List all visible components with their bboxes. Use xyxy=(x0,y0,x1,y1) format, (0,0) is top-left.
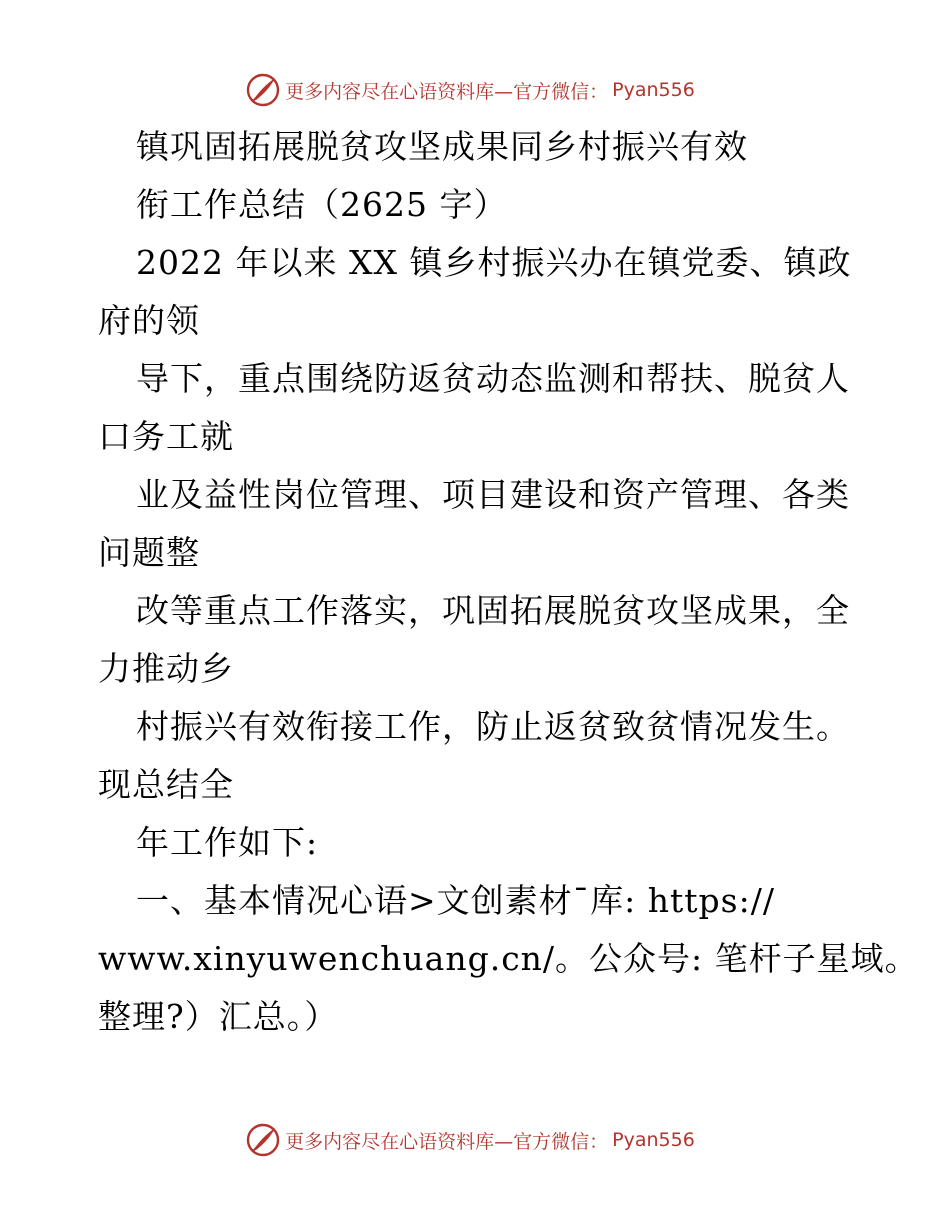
banner-text: 更多内容尽在心语资料库—官方微信： xyxy=(285,80,609,103)
quill-logo-icon xyxy=(245,1122,281,1158)
footer-watermark-banner xyxy=(0,1120,950,1160)
text-line: 改等重点工作落实，巩固拓展脱贫攻坚成果，全 xyxy=(136,591,850,630)
text-line: 2022 年以来 XX 镇乡村振兴办在镇党委、镇政 xyxy=(136,243,852,282)
banner-contact: Pyan556 xyxy=(612,79,695,101)
text-line: 力推动乡 xyxy=(98,649,234,688)
text-line: 府的领 xyxy=(98,301,200,340)
banner-text: 更多内容尽在心语资料库—官方微信： xyxy=(285,1130,609,1153)
text-line: 口务工就 xyxy=(98,417,234,456)
text-line: 问题整 xyxy=(98,533,200,572)
text-line: 现总结全 xyxy=(98,765,234,804)
document-body xyxy=(98,118,919,1046)
text-line: 业及益性岗位管理、项目建设和资产管理、各类 xyxy=(136,475,850,514)
text-line: 村振兴有效衔接工作，防止返贫致贫情况发生。 xyxy=(136,707,850,746)
text-line: 整理?）汇总。） xyxy=(98,997,339,1036)
text-line: 镇巩固拓展脱贫攻坚成果同乡村振兴有效 xyxy=(136,127,748,166)
quill-logo-icon xyxy=(245,72,281,108)
text-line: 导下，重点围绕防返贫动态监测和帮扶、脱贫人 xyxy=(136,359,850,398)
text-line: www.xinyuwenchuang.cn/。公众号: 笔杆子星域。 xyxy=(98,939,919,978)
banner-contact: Pyan556 xyxy=(612,1129,695,1151)
text-line: 衔工作总结（2625 字） xyxy=(136,185,508,224)
text-line: 一、基本情况心语>文创素材¯库: https:// xyxy=(136,881,775,920)
header-watermark-banner xyxy=(0,70,950,110)
text-line: 年工作如下: xyxy=(136,823,319,862)
